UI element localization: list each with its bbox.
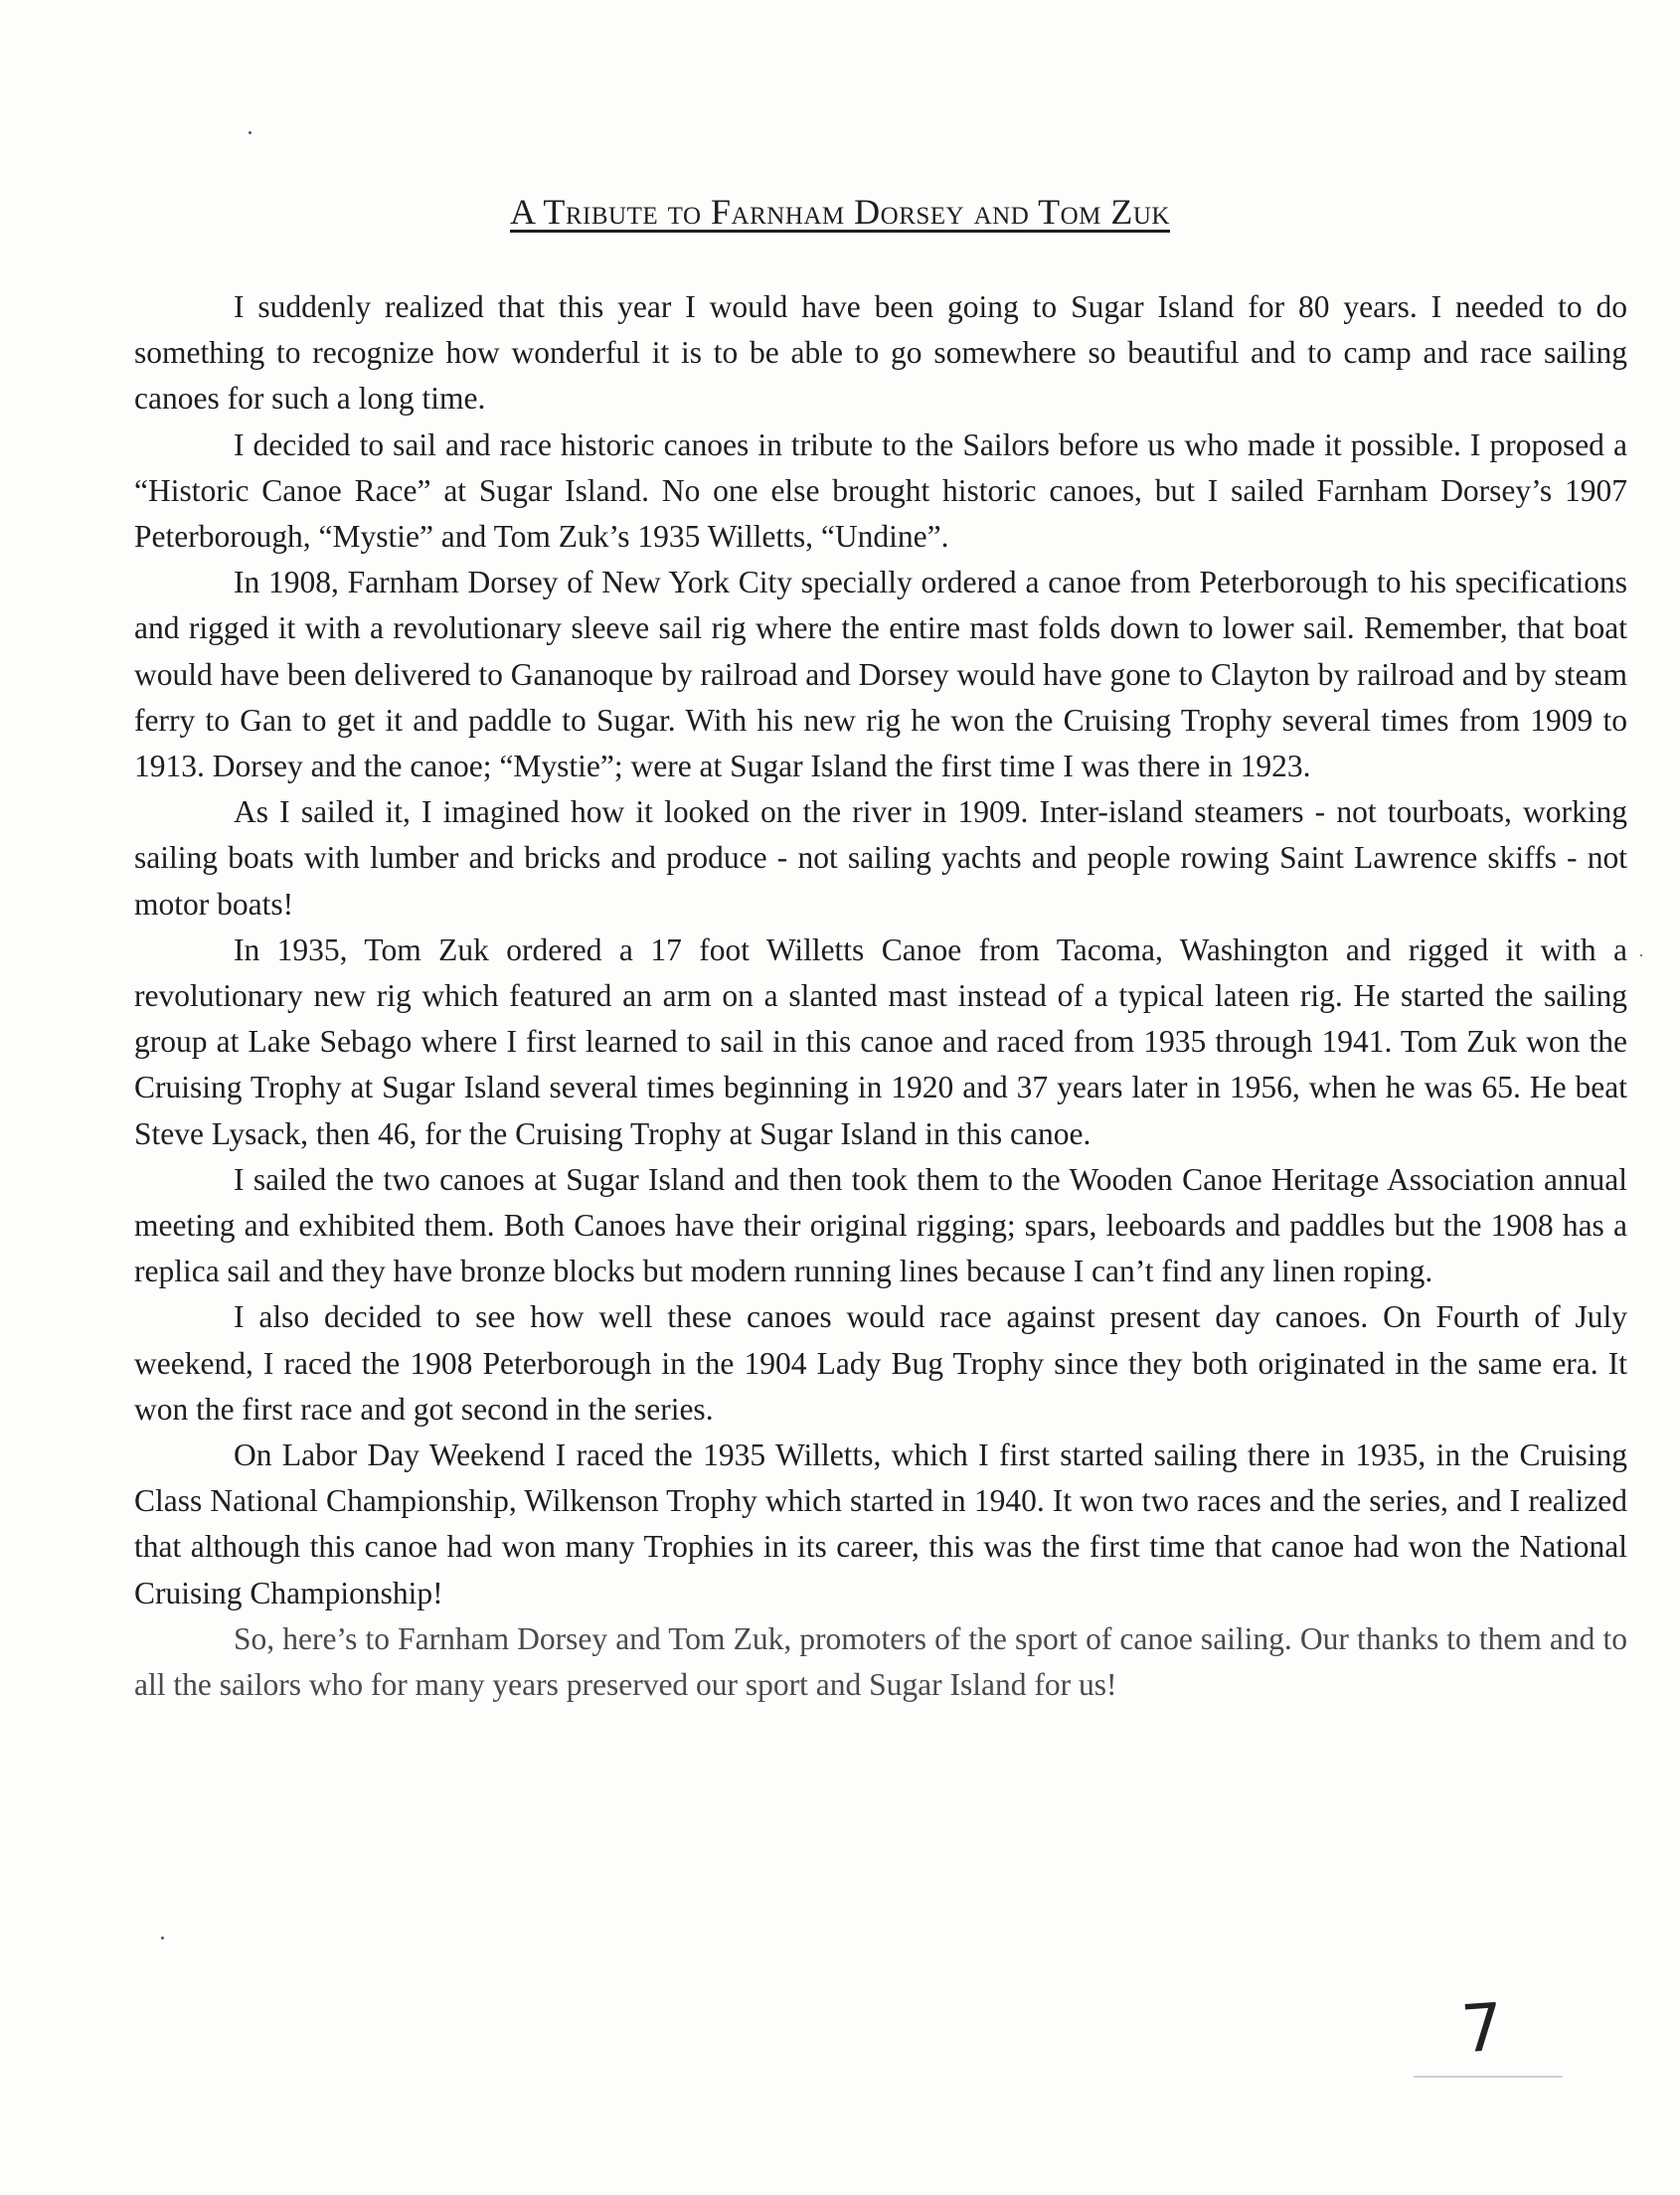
- paragraph-4: As I sailed it, I imagined how it looked on the river in 1909. Inter-island steamers - not tourboats, working sailing boats with lumber and bricks and produce - not sailing yachts and people rowing Saint Lawrence skiffs - not motor boats!: [134, 794, 1627, 922]
- scan-speck: [1640, 954, 1642, 956]
- paragraph-8: On Labor Day Weekend I raced the 1935 Willetts, which I first started sailing there in 1935, in the Cruising Class National Championship, Wilkenson Trophy which started in 1940. It won two races and the series, and I realized that although this canoe had won many Trophies in its career, this was the first time that canoe had won the National Cruising Championship!: [134, 1437, 1627, 1610]
- paragraph-6: I sailed the two canoes at Sugar Island and then took them to the Wooden Canoe Heritage Association annual meeting and exhibited them. Both Canoes have their original rigging; spars, leeboards and paddles but the 1908 has a replica sail and they have bronze blocks but modern running lines because I can’t find any linen roping.: [134, 1161, 1627, 1289]
- paragraph-3: In 1908, Farnham Dorsey of New York City specially ordered a canoe from Peterborough to his specifications and rigged it with a revolutionary sleeve sail rig where the entire mast folds down to lower sail. Remember, that boat would have been delivered to Gananoque by railroad and Dorsey would have gone to Clayton by railroad and by steam ferry to Gan to get it and paddle to Sugar. With his new rig he won the Cruising Trophy several times from 1909 to 1913. Dorsey and the canoe; “Mystie”; were at Sugar Island the first time I was there in 1923.: [134, 565, 1627, 784]
- paragraph-1: I suddenly realized that this year I would have been going to Sugar Island for 80 years. I needed to do something to recognize how wonderful it is to be able to go somewhere so beautiful and to camp and race sailing canoes for such a long time.: [134, 289, 1627, 417]
- scan-speck: [161, 1937, 164, 1940]
- paragraph-2: I decided to sail and race historic canoes in tribute to the Sailors before us who made it possible. I proposed a “Historic Canoe Race” at Sugar Island. No one else brought historic canoes, but I sailed Farnham Dorsey’s 1907 Peterborough, “Mystie” and Tom Zuk’s 1935 Willetts, “Undine”.: [134, 426, 1627, 555]
- paragraph-5: In 1935, Tom Zuk ordered a 17 foot Willetts Canoe from Tacoma, Washington and rigged it with a revolutionary new rig which featured an arm on a slanted mast instead of a typical lateen rig. He started the sailing group at Lake Sebago where I first learned to sail in this canoe and raced from 1935 through 1941. Tom Zuk won the Cruising Trophy at Sugar Island several times beginning in 1920 and 37 years later in 1956, when he was 65. He beat Steve Lysack, then 46, for the Cruising Trophy at Sugar Island in this canoe.: [134, 931, 1627, 1151]
- scan-speck: [249, 131, 252, 134]
- page-title: A Tribute to Farnham Dorsey and Tom Zuk: [510, 192, 1170, 232]
- page-number-underline: [1414, 2076, 1563, 2078]
- paragraph-7: I also decided to see how well these canoes would race against present day canoes. On Fourth of July weekend, I raced the 1908 Peterborough in the 1904 Lady Bug Trophy since they both originated in the same era. It won the first race and got second in the series.: [134, 1299, 1627, 1427]
- article-body: [134, 284, 1627, 1708]
- paragraph-9: So, here’s to Farnham Dorsey and Tom Zuk, promoters of the sport of canoe sailing. Our thanks to them and to all the sailors who for many years preserved our sport and Sugar Island for us!: [134, 1620, 1627, 1703]
- page-number: 7: [1458, 1988, 1506, 2069]
